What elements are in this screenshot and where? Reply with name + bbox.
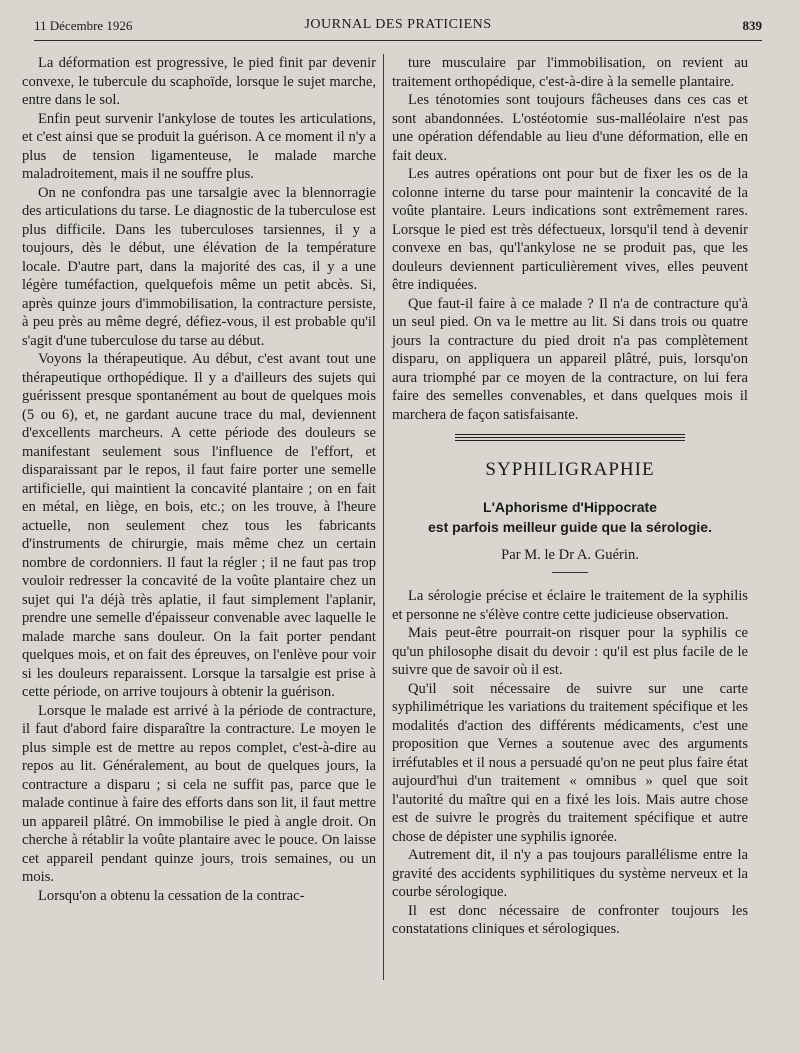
paragraph: Autrement dit, il n'y a pas toujours parallélisme entre la gravité des accidents syphilitiques du système nerveux et la courbe sérologique. — [392, 847, 748, 900]
paragraph: La déformation est progressive, le pied finit par devenir convexe, le tubercule du scaphoïde, lorsque le sujet marche, entre dans le sol. — [22, 55, 376, 108]
paragraph: Lorsqu'on a obtenu la cessation de la contrac- — [38, 887, 305, 904]
page-number: 839 — [742, 18, 762, 33]
paragraph: Voyons la thérapeutique. Au début, c'est avant tout une thérapeutique orthopédique. Il y a d'ailleurs des sujets qui guérissent presque spontanément au bout de quelques mois (5 ou 6), et, ne gardant aucune trace du mal, deviennent d'excellents marcheurs. A cette période des douleurs se manifestant seulement sous l'influence de l'effort, et disparaissant par le repos, il faut faire porter une semelle artificielle, qui maintient la concavité plantaire ; on en fait en métal, en liège, en bois, etc.; on les trouve, à l'heure actuelle, non seulement chez tous les fabricants d'instruments de chirurgie, mais même chez un certain nombre de cordonniers. Il faut la régler ; il ne faut pas trop vouloir redresser la concavité de la voûte plantaire chez un sujet qui l'a déjà très aplatie, il faut simplement l'aplanir, prendre une semelle d'épaisseur convenable avec laquelle le malade marche sans douleur. On la fait porter pendant quelques mois, et on fait des épreuves, on l'enlève pour voir si les douleurs reparaissent. Lorsque la tarsalgie est prise à cette période, on arrive toujours à obtenir la guérison. — [22, 351, 376, 700]
paragraph: Que faut-il faire à ce malade ? Il n'a de contracture qu'à un seul pied. On va le mettre au lit. Si dans trois ou quatre jours la contracture du pied droit n'a pas complètement disparu, on appliquera un appareil plâtré, puis, lorsqu'on aura triomphé par ce moyen de la contracture, on lui fera faire des semelles convenables, et dans quelques mois il marchera de façon satisfaisante. — [392, 295, 748, 423]
article-title — [392, 497, 748, 537]
section-title: SYPHILIGRAPHIE — [485, 459, 655, 480]
right-column — [392, 54, 748, 939]
left-column — [22, 54, 376, 905]
page-header — [34, 14, 762, 41]
article-title-line: est parfois meilleur guide que la sérologie. — [428, 519, 712, 535]
author-byline: Par M. le Dr A. Guérin. — [501, 547, 639, 563]
section-separator — [455, 434, 685, 441]
paragraph: Lorsque le malade est arrivé à la période de contracture, il faut d'abord faire disparaître la contracture. Le moyen le plus simple est de mettre au repos complet, c'est-à-dire au repos au lit. Généralement, au bout de quelques jours, la contracture a disparu ; si cela ne suffit pas, parce que le malade continue à faire des efforts dans son lit, il faut mettre un appareil plâtré. On immobilise le pied à angle droit. On cherche à rétablir la voûte plantaire avec le pouce. On laisse cet appareil pendant quinze jours, trois semaines, ou un mois. — [22, 702, 376, 885]
paragraph: La sérologie précise et éclaire le traitement de la syphilis et personne ne s'élève contre cette judicieuse observation. — [392, 588, 748, 623]
paragraph: Enfin peut survenir l'ankylose de toutes les articulations, et c'est ainsi que se produit la guérison. A ce moment il n'y a plus de tension ligamenteuse, le malade marche maladroitement, mais il ne souffre plus. — [22, 110, 376, 182]
journal-title: JOURNAL DES PRATICIENS — [304, 17, 492, 32]
paragraph: Mais peut-être pourrait-on risquer pour la syphilis ce qu'un philosophe disait du devoir : qu'il est plus facile de le suivre que de savoir où il est. — [392, 625, 748, 678]
paragraph: Les autres opérations ont pour but de fixer les os de la colonne interne du tarse pour maintenir la concavité de la voûte plantaire. Leurs indications sont extrêmement rares. Lorsque le pied est très défectueux, lorsqu'il tend à devenir convexe en bas, qu'l'ankylose ne se produit pas, que les douleurs deviennent particulièrement vives, elles peuvent être indiquées. — [392, 166, 748, 293]
paragraph: Qu'il soit nécessaire de suivre sur une carte syphilimétrique les variations du traitement spécifique et les modalités d'action des différents médicaments, c'est une proposition que Vernes a soutenue avec des arguments irréfutables et il nous a persuadé qu'on ne peut plus faire état aujourd'hui d'un traitement « omnibus » quel que soit l'autorité du maître qui en a fixé les lois. Mais autre chose est de suivre le progrès du traitement spécifique et autre chose de dépister une syphilis ignorée. — [392, 680, 748, 845]
paragraph: Les ténotomies sont toujours fâcheuses dans ces cas et sont abandonnées. L'ostéotomie sus-malléolaire n'est pas une opération défendable au lieu d'une déformation, elle en fait deux. — [392, 92, 748, 164]
paragraph: ture musculaire par l'immobilisation, on revient au traitement orthopédique, c'est-à-dire à la semelle plantaire. — [392, 55, 748, 90]
article-title-line: L'Aphorisme d'Hippocrate — [483, 499, 657, 515]
paragraph: Il est donc nécessaire de confronter toujours les constatations cliniques et sérologiques. — [392, 902, 748, 937]
issue-date: 11 Décembre 1926 — [34, 18, 133, 33]
byline-rule — [552, 572, 588, 573]
column-divider — [383, 54, 384, 980]
paragraph: On ne confondra pas une tarsalgie avec la blennorragie des articulations du tarse. Le diagnostic de la tuberculose est plus difficile. Dans les tuberculoses tarsiennes, il y a toujours, dès le début, une élévation de la température locale. D'autre part, dans la majorité des cas, il y a une légère tuméfaction, quelquefois même un petit abcès. Si, après quinze jours d'immobilisation, la contracture persiste, à peu près au même degré, défiez-vous, il est probable qu'il s'agit d'une tuberculose du tarse au début. — [22, 184, 376, 349]
